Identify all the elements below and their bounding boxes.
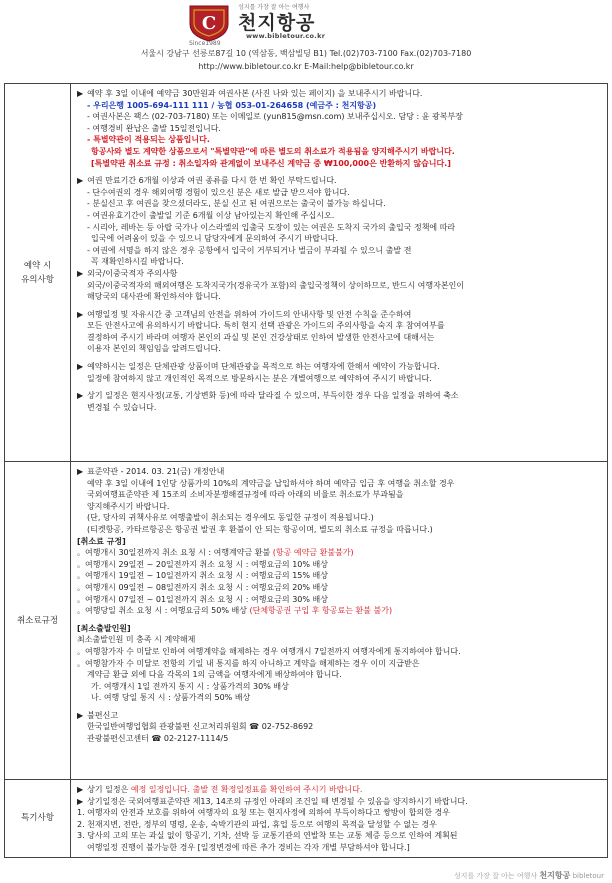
content-line (77, 198, 601, 210)
content-line (77, 402, 601, 414)
line-text: - 시리아, 레바논 등 아랍 국가나 이스라엘의 입출국 도장이 있는 여권은 도착지 국가의 출입국 정책에 따라 (87, 222, 456, 232)
line-text: 예약하시는 일정은 단체관광 상품이며 단체관광을 목적으로 하는 여행자에 한해서 예약이 가능합니다. (87, 362, 440, 372)
section-label-text: 유의사항 (21, 274, 54, 285)
company-address: 서울시 강남구 선릉로87길 10 (역삼동, 백삼빌딩 B1) Tel.(02)703-7100 Fax.(02)703-7180 (140, 49, 472, 58)
line-text: 외국/이중국적자의 해외여행은 도착지국가(경유국가 포함)의 출입국정책이 상이하므로, 반드시 여행자본인이 (87, 280, 465, 290)
content-line (77, 796, 601, 808)
line-text: - 여권유효기간이 출발일 기준 6개월 이상 남아있는지 확인해 주십시오. (87, 210, 335, 220)
line-text: (단, 당사의 귀책사유로 여행출발이 취소되는 경우에도 동일한 규정이 적용됩니다.) (87, 513, 374, 523)
content-line (77, 222, 601, 234)
since-label: Since1989 (189, 40, 221, 47)
svg-text:C: C (201, 13, 217, 34)
footer-slogan: 성지를 가장 잘 아는 여행사 (453, 872, 538, 880)
section-label (5, 84, 71, 462)
line-text: 최소출발인원 미 충족 시 계약해제 (77, 635, 196, 645)
content-line (77, 692, 601, 704)
line-text: 한국일반여행업협회 관광불편 신고처리위원회 ☎ 02-752-8692 (87, 722, 314, 732)
line-text: 상기 일정은 (87, 785, 131, 794)
line-text: 。여행참가자 수 미달로 인하여 여행계약을 해제하는 경우 여행개시 7일전까지 여행자에게 통지하여야 합니다. (77, 646, 461, 656)
line-text: - 특별약관이 적용되는 상품입니다. (87, 135, 210, 145)
content-line (77, 646, 601, 658)
bullet-arrow-icon: ▶ (77, 796, 84, 806)
section-label (5, 462, 71, 780)
content-line (77, 669, 601, 681)
section-label-text: 취소료규정 (16, 615, 59, 626)
line-text: 여행일정 진행이 불가능한 경우 [일정변경에 따른 추가 경비는 각자 개별 부담하셔야 합니다.] (87, 842, 410, 852)
footer-brand: 천지항공 (539, 871, 571, 880)
line-text: (티켓항공, 카타르항공은 항공권 발권 후 환불이 안 되는 항공이며, 별도의 취소료 규정을 따릅니다.) (87, 524, 433, 534)
page-header (0, 0, 612, 78)
bullet-arrow-icon: ▶ (77, 467, 84, 476)
page-footer (454, 870, 604, 881)
content-line (77, 634, 601, 646)
content-line (77, 501, 601, 513)
line-text: - 분실신고 후 여권을 찾으셨더라도, 분실 신고 된 여권으로는 출국이 불가능 하십니다. (87, 199, 386, 209)
bullet-arrow-icon: ▶ (77, 362, 84, 372)
line-text: 결정하여 주시기 바라며 여행자 본인의 과실 및 본인 건강상태로 인하여 발생한 안전사고에 대해서는 (87, 332, 435, 342)
line-text: 여권 만료기간 6개월 이상과 여권 종류를 다시 한 번 확인 부탁드립니다. (87, 176, 337, 186)
content-line (77, 245, 601, 257)
line-text: 계약금 환급 외에 다음 각목의 1의 금액을 여행자에게 배상하여야 합니다. (87, 670, 342, 680)
line-text: 변경될 수 있습니다. (87, 402, 157, 412)
line-text: 여행일정 및 자유시간 중 고객님의 안전을 위하여 가이드의 안내사항 및 안전 수칙을 준수하여 (87, 309, 412, 319)
section-label-text: 예약 시 (23, 260, 52, 271)
line-text: [취소료 규정] (77, 536, 126, 546)
content-line (77, 111, 601, 123)
content-line (77, 512, 601, 524)
content-line (77, 175, 601, 187)
line-text: 불편신고 (87, 710, 119, 720)
line-text: 상기일정은 국외여행표준약관 제13, 14조의 규정인 아래의 조건일 때 변경될 수 있음을 양지하시기 바랍니다. (87, 796, 468, 806)
line-text-highlight: (항공 예약금 환불불가) (272, 548, 354, 558)
company-contact: http://www.bibletour.co.kr E-Mail:help@bibletour.co.kr (198, 62, 414, 71)
content-line (77, 658, 601, 670)
content-line (77, 268, 601, 280)
section-row (5, 84, 608, 462)
content-line (77, 733, 601, 745)
content-line (77, 158, 601, 170)
line-text-highlight: 예정 일정입니다. 출발 전 확정일정표를 확인하여 주시기 바랍니다. (130, 785, 363, 794)
line-text: 관광불편신고센터 ☎ 02-2127-1114/5 (87, 734, 229, 744)
line-text: 。여행개시 29일전 ~ 20일전까지 취소 요청 시 : 여행요금의 10% 배상 (77, 559, 328, 569)
content-line (77, 594, 601, 606)
content-line (77, 721, 601, 733)
content-line (77, 605, 601, 617)
line-text: 。여행당일 취소 요청 시 : 여행요금의 50% 배상 (77, 606, 250, 616)
line-text: 。여행개시 07일전 ~ 01일전까지 취소 요청 시 : 여행요금의 30% 배상 (77, 594, 328, 604)
section-row (5, 780, 608, 858)
content-line (77, 361, 601, 373)
footer-url: bibletour (572, 872, 604, 880)
content-line (77, 489, 601, 501)
line-text: 상기 일정은 현지사정(교통, 기상변화 등)에 따라 달라질 수 있으며, 부득이한 경우 다음 일정을 위하여 축소 (87, 391, 459, 401)
section-label (5, 780, 71, 858)
content-line (77, 559, 601, 571)
info-table (4, 83, 608, 858)
line-text: 1. 여행자의 안전과 보호를 위하여 여행자의 요청 또는 현지사정에 의하여 부득이하다고 쌍방이 합의한 경우 (77, 808, 450, 818)
line-text: 2. 천재지변, 전란, 정부의 명령, 운송, 숙박기관의 파업, 휴업 등으로 여행의 목적을 달성할 수 없는 경우 (77, 819, 437, 829)
company-logo (186, 2, 426, 46)
section-row (5, 462, 608, 780)
line-text: 일정에 참여하지 않고 개인적인 목적으로 방문하시는 분은 개별여행으로 예약하여 주시기 바랍니다. (87, 373, 432, 383)
content-line (77, 390, 601, 402)
content-line (77, 536, 601, 548)
line-text: 꼭 재확인하시길 바랍니다. (91, 257, 184, 267)
content-line (77, 233, 601, 245)
content-line (77, 819, 601, 831)
line-text: 이용자 본인의 책임임을 알려드립니다. (87, 344, 221, 354)
line-text: 。여행개시 09일전 ~ 08일전까지 취소 요청 시 : 여행요금의 20% 배상 (77, 582, 328, 592)
section-content (71, 780, 608, 858)
line-text: 가. 여행개시 1일 전까지 통지 시 : 상품가격의 30% 배상 (91, 681, 289, 691)
company-name: 천지항공 (238, 12, 316, 34)
line-text: 외국/이중국적자 주의사항 (87, 268, 178, 278)
content-line (77, 582, 601, 594)
content-line (77, 547, 601, 559)
content-line (77, 710, 601, 722)
line-text: 。여행개시 19일전 ~ 10일전까지 취소 요청 시 : 여행요금의 15% 배상 (77, 571, 328, 581)
line-text: - 여행경비 완납은 출발 15일전입니다. (87, 123, 221, 133)
line-text: [특별약관 취소료 규정 : 취소일자와 관계없이 보내주신 계약금 중 ₩100,000은 반환하지 않습니다.] (91, 158, 451, 168)
line-text: 。여행개시 30일전까지 취소 요청 시 : 여행계약금 환불 (77, 548, 273, 558)
bullet-arrow-icon: ▶ (77, 785, 84, 794)
content-line (77, 280, 601, 292)
line-text: 국외여행표준약관 제 15조의 소비자분쟁해결규정에 따라 아래의 비율로 취소료가 부과됨을 (87, 490, 404, 500)
content-line (77, 784, 601, 796)
content-line (77, 524, 601, 536)
content-line (77, 830, 601, 842)
content-line (77, 478, 601, 490)
line-text: 3. 당사의 고의 또는 과실 없이 항공기, 기차, 선박 등 교통기관의 연발착 또는 교통 체증 등으로 인하여 계획된 (77, 831, 458, 841)
content-line (77, 681, 601, 693)
line-text: 표준약관 - 2014. 03. 21(금) 개정안내 (87, 467, 225, 476)
content-line (77, 134, 601, 146)
section-label-text: 특기사항 (21, 813, 54, 824)
content-line (77, 309, 601, 321)
line-text-highlight: (단체항공권 구입 후 항공료는 환불 불가) (249, 606, 393, 616)
line-text: [최소출발인원] (77, 623, 131, 633)
section-content (71, 84, 608, 462)
bullet-arrow-icon: ▶ (77, 710, 84, 720)
content-line (77, 291, 601, 303)
line-text: 해당국의 대사관에 확인하셔야 합니다. (87, 292, 221, 302)
content-line (77, 807, 601, 819)
line-text: - 단수여권의 경우 해외여행 경험이 있으신 분은 새로 발급 받으셔야 합니다. (87, 187, 350, 197)
line-text: 。여행참가자 수 미달로 전항의 기일 내 통지를 하지 아니하고 계약을 해제하는 경우 이미 지급받은 (77, 658, 420, 668)
line-text: 예약 후 3일 이내에 예약금 30만원과 여권사본 (사진 나와 있는 페이지) 을 보내주시기 바랍니다. (87, 89, 423, 98)
bullet-arrow-icon: ▶ (77, 176, 84, 186)
line-text: 양지해주시기 바랍니다. (87, 501, 170, 511)
bullet-arrow-icon: ▶ (77, 309, 84, 319)
content-line (77, 123, 601, 135)
content-line (77, 373, 601, 385)
bullet-arrow-icon: ▶ (77, 268, 84, 278)
line-text: - 우리은행 1005-694-111 111 / 농협 053-01-264658 (예금주 : 천지항공) (87, 100, 377, 110)
line-text: 입국에 어려움이 있을 수 있으니 담당자에게 문의하여 주시기 바랍니다. (91, 234, 338, 244)
line-text: 나. 여행 당일 통지 시 : 상품가격의 50% 배상 (91, 693, 251, 703)
company-url: www.bibletour.co.kr (246, 32, 326, 40)
content-line (77, 570, 601, 582)
line-text: 예약 후 3일 이내에 1인당 상품가의 10%의 계약금을 납입하셔야 하며 예약금 입금 후 여행을 취소할 경우 (87, 478, 455, 488)
company-slogan: 성지를 가장 잘 아는 여행사 (238, 4, 310, 11)
bullet-arrow-icon: ▶ (77, 391, 84, 401)
content-line (77, 343, 601, 355)
content-line (77, 466, 601, 478)
content-line (77, 332, 601, 344)
content-line (77, 320, 601, 332)
bullet-arrow-icon: ▶ (77, 89, 84, 98)
content-line (77, 623, 601, 635)
content-line (77, 100, 601, 112)
content-line (77, 256, 601, 268)
content-line (77, 146, 601, 158)
line-text: 모든 안전사고에 유의하시기 바랍니다. 특히 현지 선택 관광은 가이드의 주의사항을 숙지 후 참여여부를 (87, 321, 445, 331)
line-text: - 여권에 서명을 하지 않은 경우 공항에서 입국이 거부되거나 벌금이 부과될 수 있으니 출발 전 (87, 245, 412, 255)
content-line (77, 210, 601, 222)
content-line (77, 842, 601, 854)
content-line (77, 187, 601, 199)
line-text: - 여권사본은 팩스 (02-703-7180) 또는 이메일로 (yun815@msn.com) 보내주십시오. 담당 : 윤 광복부장 (87, 112, 463, 122)
company-emblem-icon (186, 2, 232, 42)
section-content (71, 462, 608, 780)
line-text: 항공사와 별도 계약한 상품으로서 "특별약관"에 따른 별도의 취소료가 적용됨을 양지해주시기 바랍니다. (91, 146, 455, 156)
content-line (77, 88, 601, 100)
